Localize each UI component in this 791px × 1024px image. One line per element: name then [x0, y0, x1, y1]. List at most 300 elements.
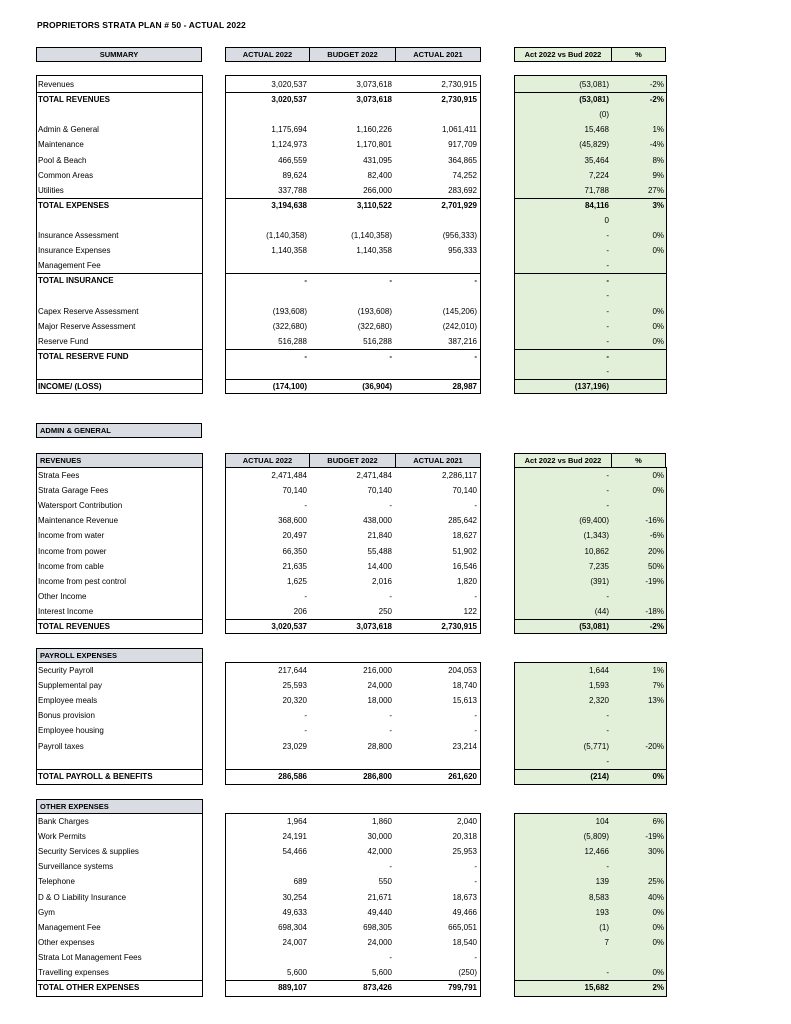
- cell-variance: (5,771): [583, 741, 609, 751]
- table-row: [0, 859, 791, 874]
- table-row: [0, 693, 791, 708]
- table-row: [0, 980, 791, 995]
- cell-variance: -: [606, 862, 609, 872]
- cell-budget-2022: 21,671: [367, 892, 392, 902]
- col-actual-2022: ACTUAL 2022: [225, 47, 310, 62]
- table-row: [0, 334, 791, 349]
- cell-budget-2022: 1,860: [371, 817, 392, 826]
- cell-pct: -6%: [649, 531, 664, 541]
- cell-pct: 0%: [652, 336, 664, 346]
- table-row: [0, 288, 791, 303]
- cell-variance: 8,583: [588, 892, 609, 902]
- cell-actual-2021: 16,546: [452, 561, 477, 571]
- cell-variance: 84,116: [584, 200, 609, 210]
- table-row: [0, 468, 791, 483]
- row-label: Utilities: [38, 185, 64, 195]
- row-label: INCOME/ (LOSS): [38, 382, 102, 391]
- cell-actual-2021: (956,333): [442, 231, 477, 240]
- table-row: [0, 814, 791, 829]
- row-label: Bonus provision: [38, 711, 95, 721]
- row-label: Telephone: [38, 877, 75, 887]
- row-label: Reserve Fund: [38, 336, 89, 346]
- row-label: Travelling expenses: [38, 968, 109, 977]
- cell-budget-2022: 438,000: [363, 516, 392, 526]
- table-row: [0, 379, 791, 394]
- cell-budget-2022: 18,000: [367, 696, 392, 706]
- cell-actual-2022: 30,254: [282, 892, 307, 902]
- table-row: [0, 364, 791, 379]
- cell-actual-2021: -: [474, 711, 477, 721]
- rev-col-variance: Act 2022 vs Bud 2022: [514, 453, 612, 468]
- cell-actual-2022: -: [304, 726, 307, 736]
- row-label: Capex Reserve Assessment: [38, 306, 139, 316]
- cell-actual-2021: 18,673: [452, 892, 477, 902]
- row-label: Maintenance Revenue: [38, 516, 119, 526]
- table-row: [0, 708, 791, 723]
- cell-pct: 27%: [647, 185, 664, 195]
- row-label: Gym: [38, 907, 55, 917]
- cell-actual-2022: 2,471,484: [271, 471, 307, 480]
- cell-actual-2022: 21,635: [282, 561, 307, 571]
- cell-actual-2021: 799,791: [448, 983, 477, 993]
- cell-variance: (69,400): [579, 516, 609, 526]
- cell-budget-2022: 550: [378, 877, 392, 887]
- revenues-header: REVENUES: [36, 453, 203, 468]
- cell-pct: 0%: [652, 968, 664, 977]
- total-rule: [225, 273, 481, 274]
- cell-actual-2021: 2,040: [456, 817, 477, 826]
- cell-actual-2021: 49,466: [452, 907, 477, 917]
- cell-actual-2021: 23,214: [452, 741, 477, 751]
- table-row: [0, 198, 791, 213]
- cell-variance: 2,320: [588, 696, 609, 706]
- table-row: [0, 589, 791, 604]
- cell-actual-2021: 283,692: [448, 185, 477, 195]
- cell-actual-2022: 89,624: [282, 170, 307, 180]
- cell-actual-2022: 1,140,358: [271, 246, 307, 256]
- total-rule: [514, 92, 667, 93]
- cell-actual-2022: 3,194,638: [271, 200, 307, 210]
- cell-budget-2022: 28,800: [367, 741, 392, 751]
- cell-variance: 71,788: [584, 185, 609, 195]
- cell-variance: 12,466: [584, 847, 609, 857]
- cell-budget-2022: (322,680): [357, 321, 392, 331]
- cell-variance: 7: [604, 937, 609, 947]
- cell-pct: 13%: [647, 696, 664, 706]
- table-row: [0, 769, 791, 784]
- cell-variance: (53,081): [579, 80, 609, 89]
- table-row: [0, 829, 791, 844]
- cell-budget-2022: 698,305: [363, 922, 392, 932]
- cell-pct: 0%: [652, 486, 664, 496]
- cell-actual-2022: 20,497: [282, 531, 307, 541]
- table-row: [0, 513, 791, 528]
- cell-pct: 0%: [652, 231, 664, 240]
- cell-variance: 1,593: [588, 681, 609, 691]
- cell-variance: (137,196): [574, 382, 609, 391]
- cell-actual-2021: 122: [463, 606, 477, 616]
- cell-actual-2021: 51,902: [452, 546, 477, 556]
- cell-pct: 20%: [647, 546, 664, 556]
- cell-budget-2022: -: [389, 351, 392, 361]
- table-row: [0, 754, 791, 769]
- cell-budget-2022: 3,073,618: [356, 95, 392, 105]
- total-rule: [514, 619, 667, 620]
- cell-pct: 0%: [652, 771, 664, 781]
- cell-variance: -: [606, 351, 609, 361]
- table-row: [0, 77, 791, 92]
- table-row: [0, 213, 791, 228]
- cell-variance: (214): [590, 771, 609, 781]
- table-row: [0, 349, 791, 364]
- page-title: PROPRIETORS STRATA PLAN # 50 - ACTUAL 2022: [37, 20, 246, 30]
- row-label: D & O Liability Insurance: [38, 892, 127, 902]
- total-rule: [225, 349, 481, 350]
- total-rule: [36, 379, 203, 380]
- cell-pct: 8%: [652, 155, 664, 165]
- total-rule: [36, 619, 203, 620]
- cell-budget-2022: 21,840: [367, 531, 392, 541]
- cell-actual-2022: 70,140: [282, 486, 307, 496]
- total-rule: [225, 980, 481, 981]
- cell-actual-2022: -: [304, 711, 307, 721]
- table-row: [0, 498, 791, 513]
- row-label: TOTAL REVENUES: [38, 95, 111, 105]
- cell-budget-2022: -: [389, 591, 392, 601]
- cell-budget-2022: 24,000: [367, 937, 392, 947]
- cell-actual-2022: 23,029: [282, 741, 307, 751]
- total-rule: [36, 980, 203, 981]
- row-label: Other expenses: [38, 937, 95, 947]
- table-row: [0, 544, 791, 559]
- row-label: Insurance Assessment: [38, 231, 119, 240]
- cell-budget-2022: 1,140,358: [356, 246, 392, 256]
- cell-actual-2021: 917,709: [448, 140, 477, 150]
- cell-variance: 35,464: [584, 155, 609, 165]
- cell-budget-2022: 14,400: [367, 561, 392, 571]
- cell-actual-2022: 3,020,537: [271, 95, 307, 105]
- cell-pct: 0%: [652, 922, 664, 932]
- cell-actual-2021: 2,286,117: [442, 471, 477, 480]
- other-expenses-header: OTHER EXPENSES: [36, 799, 203, 814]
- row-label: Security Services & supplies: [38, 847, 139, 857]
- table-row: [0, 920, 791, 935]
- cell-pct: 25%: [647, 877, 664, 887]
- cell-actual-2022: 368,600: [278, 516, 307, 526]
- cell-budget-2022: 55,488: [367, 546, 392, 556]
- table-row: [0, 137, 791, 152]
- cell-pct: 1%: [652, 666, 664, 675]
- payroll-header: PAYROLL EXPENSES: [36, 648, 203, 663]
- row-label: Surveillance systems: [38, 862, 114, 872]
- cell-actual-2021: 25,953: [452, 847, 477, 857]
- cell-budget-2022: 3,110,522: [356, 200, 392, 210]
- cell-actual-2021: -: [474, 351, 477, 361]
- row-label: Strata Lot Management Fees: [38, 952, 142, 962]
- cell-budget-2022: 2,471,484: [356, 471, 392, 480]
- cell-variance: (1): [599, 922, 609, 932]
- row-label: TOTAL RESERVE FUND: [38, 351, 129, 361]
- cell-pct: 0%: [652, 907, 664, 917]
- rev-col-actual-2021: ACTUAL 2021: [395, 453, 481, 468]
- row-label: TOTAL OTHER EXPENSES: [38, 983, 140, 993]
- total-rule: [36, 198, 203, 199]
- row-label: Management Fee: [38, 922, 101, 932]
- cell-pct: -4%: [649, 140, 664, 150]
- total-rule: [514, 379, 667, 380]
- cell-budget-2022: 873,426: [363, 983, 392, 993]
- cell-actual-2022: 3,020,537: [271, 622, 307, 631]
- cell-actual-2022: 206: [293, 606, 307, 616]
- cell-actual-2022: 516,288: [278, 336, 307, 346]
- cell-variance: (53,081): [579, 622, 609, 631]
- cell-budget-2022: (36,904): [362, 382, 392, 391]
- cell-variance: 1,644: [588, 666, 609, 675]
- table-row: [0, 92, 791, 107]
- cell-pct: -20%: [645, 741, 664, 751]
- total-rule: [36, 769, 203, 770]
- cell-variance: 7,235: [588, 561, 609, 571]
- cell-actual-2022: 3,020,537: [271, 80, 307, 89]
- row-label: Security Payroll: [38, 666, 94, 675]
- row-label: TOTAL PAYROLL & BENEFITS: [38, 771, 153, 781]
- cell-actual-2022: 1,124,973: [271, 140, 307, 150]
- cell-pct: -19%: [645, 832, 664, 842]
- cell-budget-2022: 49,440: [367, 907, 392, 917]
- total-rule: [225, 619, 481, 620]
- cell-actual-2022: -: [304, 276, 307, 286]
- cell-actual-2022: 466,559: [278, 155, 307, 165]
- table-row: [0, 528, 791, 543]
- row-label: Watersport Contribution: [38, 501, 123, 511]
- cell-variance: (391): [590, 576, 609, 586]
- cell-actual-2022: 217,644: [278, 666, 307, 675]
- cell-actual-2022: -: [304, 501, 307, 511]
- cell-pct: 7%: [652, 681, 664, 691]
- cell-budget-2022: 82,400: [367, 170, 392, 180]
- cell-pct: 6%: [652, 817, 664, 826]
- cell-actual-2022: 337,788: [278, 185, 307, 195]
- table-row: [0, 890, 791, 905]
- total-rule: [514, 273, 667, 274]
- cell-variance: -: [606, 968, 609, 977]
- cell-budget-2022: 216,000: [363, 666, 392, 675]
- cell-actual-2021: 2,730,915: [441, 622, 477, 631]
- cell-actual-2022: -: [304, 591, 307, 601]
- cell-actual-2021: 2,701,929: [441, 200, 477, 210]
- table-row: [0, 228, 791, 243]
- table-row: [0, 874, 791, 889]
- cell-variance: (45,829): [579, 140, 609, 150]
- cell-actual-2021: -: [474, 591, 477, 601]
- cell-variance: -: [606, 336, 609, 346]
- table-row: [0, 183, 791, 198]
- cell-actual-2022: (322,680): [272, 321, 307, 331]
- cell-variance: 15,468: [584, 125, 609, 135]
- cell-pct: -2%: [649, 80, 664, 89]
- table-row: [0, 739, 791, 754]
- cell-variance: (0): [599, 110, 609, 120]
- row-label: Bank Charges: [38, 817, 89, 826]
- table-row: [0, 153, 791, 168]
- cell-actual-2021: -: [474, 862, 477, 872]
- table-row: [0, 243, 791, 258]
- total-rule: [36, 273, 203, 274]
- cell-actual-2021: -: [474, 877, 477, 887]
- table-row: [0, 168, 791, 183]
- total-rule: [225, 379, 481, 380]
- cell-actual-2022: 24,007: [282, 937, 307, 947]
- cell-actual-2022: 66,350: [282, 546, 307, 556]
- table-row: [0, 258, 791, 273]
- cell-variance: 139: [595, 877, 609, 887]
- cell-actual-2022: 286,586: [278, 771, 307, 781]
- cell-actual-2022: 1,175,694: [271, 125, 307, 135]
- total-rule: [514, 349, 667, 350]
- table-row: [0, 559, 791, 574]
- total-rule: [36, 349, 203, 350]
- row-label: Admin & General: [38, 125, 99, 135]
- table-row: [0, 273, 791, 288]
- cell-variance: -: [606, 486, 609, 496]
- cell-variance: -: [606, 321, 609, 331]
- cell-budget-2022: 1,160,226: [356, 125, 392, 135]
- row-label: Interest Income: [38, 606, 94, 616]
- cell-actual-2021: -: [474, 276, 477, 286]
- cell-actual-2021: 204,053: [448, 666, 477, 675]
- col-actual-2021: ACTUAL 2021: [395, 47, 481, 62]
- table-row: [0, 678, 791, 693]
- row-label: TOTAL EXPENSES: [38, 200, 110, 210]
- cell-actual-2021: 285,642: [448, 516, 477, 526]
- row-label: Income from cable: [38, 561, 104, 571]
- cell-pct: 1%: [652, 125, 664, 135]
- row-label: TOTAL INSURANCE: [38, 276, 114, 286]
- cell-actual-2021: 2,730,915: [441, 80, 477, 89]
- total-rule: [225, 92, 481, 93]
- row-label: Supplemental pay: [38, 681, 103, 691]
- cell-actual-2022: 24,191: [282, 832, 307, 842]
- cell-budget-2022: 5,600: [371, 968, 392, 977]
- cell-variance: 104: [595, 817, 609, 826]
- row-label: Income from pest control: [38, 576, 127, 586]
- cell-actual-2021: (145,206): [442, 306, 477, 316]
- cell-budget-2022: -: [389, 952, 392, 962]
- cell-actual-2021: 18,627: [452, 531, 477, 541]
- cell-pct: -2%: [649, 95, 664, 105]
- cell-actual-2022: 25,593: [282, 681, 307, 691]
- col-pct: %: [611, 47, 666, 62]
- table-row: [0, 950, 791, 965]
- cell-budget-2022: (1,140,358): [351, 231, 392, 240]
- row-label: TOTAL REVENUES: [38, 622, 111, 631]
- cell-actual-2022: 1,964: [286, 817, 307, 826]
- cell-actual-2021: -: [474, 726, 477, 736]
- cell-budget-2022: 24,000: [367, 681, 392, 691]
- table-row: [0, 663, 791, 678]
- cell-variance: -: [606, 501, 609, 511]
- cell-budget-2022: -: [389, 711, 392, 721]
- col-budget-2022: BUDGET 2022: [309, 47, 396, 62]
- row-label: Other Income: [38, 591, 87, 601]
- table-row: [0, 844, 791, 859]
- row-label: Common Areas: [38, 170, 94, 180]
- cell-pct: 50%: [647, 561, 664, 571]
- cell-actual-2022: (174,100): [272, 382, 307, 391]
- cell-actual-2021: 20,318: [452, 832, 477, 842]
- cell-budget-2022: -: [389, 276, 392, 286]
- summary-header: SUMMARY: [36, 47, 202, 62]
- cell-actual-2022: (193,608): [272, 306, 307, 316]
- row-label: Income from power: [38, 546, 107, 556]
- cell-actual-2022: 54,466: [282, 847, 307, 857]
- cell-actual-2022: 1,625: [286, 576, 307, 586]
- cell-variance: -: [606, 711, 609, 721]
- cell-pct: -18%: [645, 606, 664, 616]
- row-label: Income from water: [38, 531, 105, 541]
- cell-actual-2021: 28,987: [452, 382, 477, 391]
- row-label: Payroll taxes: [38, 741, 84, 751]
- cell-actual-2021: 956,333: [448, 246, 477, 256]
- row-label: Management Fee: [38, 261, 101, 271]
- cell-actual-2021: -: [474, 952, 477, 962]
- table-row: [0, 619, 791, 634]
- table-row: [0, 604, 791, 619]
- cell-actual-2021: 2,730,915: [441, 95, 477, 105]
- cell-variance: 15,682: [584, 983, 609, 993]
- row-label: Revenues: [38, 80, 75, 89]
- cell-actual-2021: 364,865: [448, 155, 477, 165]
- cell-actual-2021: 18,540: [452, 937, 477, 947]
- row-label: Work Permits: [38, 832, 86, 842]
- cell-actual-2022: 20,320: [282, 696, 307, 706]
- cell-pct: 40%: [647, 892, 664, 902]
- rev-col-pct: %: [611, 453, 666, 468]
- admin-general-header: ADMIN & GENERAL: [36, 423, 202, 438]
- row-label: Insurance Expenses: [38, 246, 111, 256]
- cell-budget-2022: 266,000: [363, 185, 392, 195]
- cell-variance: -: [606, 291, 609, 301]
- cell-variance: -: [606, 366, 609, 376]
- cell-variance: (44): [594, 606, 609, 616]
- row-label: Maintenance: [38, 140, 84, 150]
- cell-variance: (53,081): [579, 95, 609, 105]
- cell-variance: -: [606, 306, 609, 316]
- cell-pct: 0%: [652, 306, 664, 316]
- cell-actual-2021: 15,613: [452, 696, 477, 706]
- cell-budget-2022: -: [389, 862, 392, 872]
- cell-variance: -: [606, 756, 609, 766]
- col-variance: Act 2022 vs Bud 2022: [514, 47, 612, 62]
- total-rule: [225, 769, 481, 770]
- cell-variance: 193: [595, 907, 609, 917]
- cell-variance: -: [606, 246, 609, 256]
- cell-budget-2022: -: [389, 726, 392, 736]
- table-row: [0, 483, 791, 498]
- row-label: Employee housing: [38, 726, 104, 736]
- cell-pct: 0%: [652, 471, 664, 480]
- cell-actual-2022: 889,107: [278, 983, 307, 993]
- cell-pct: -2%: [649, 622, 664, 631]
- cell-budget-2022: 1,170,801: [356, 140, 392, 150]
- rev-col-budget-2022: BUDGET 2022: [309, 453, 396, 468]
- cell-pct: 30%: [647, 847, 664, 857]
- cell-variance: 10,862: [584, 546, 609, 556]
- cell-actual-2021: 18,740: [452, 681, 477, 691]
- cell-variance: -: [606, 276, 609, 286]
- cell-pct: 0%: [652, 321, 664, 331]
- cell-actual-2021: (250): [458, 968, 477, 977]
